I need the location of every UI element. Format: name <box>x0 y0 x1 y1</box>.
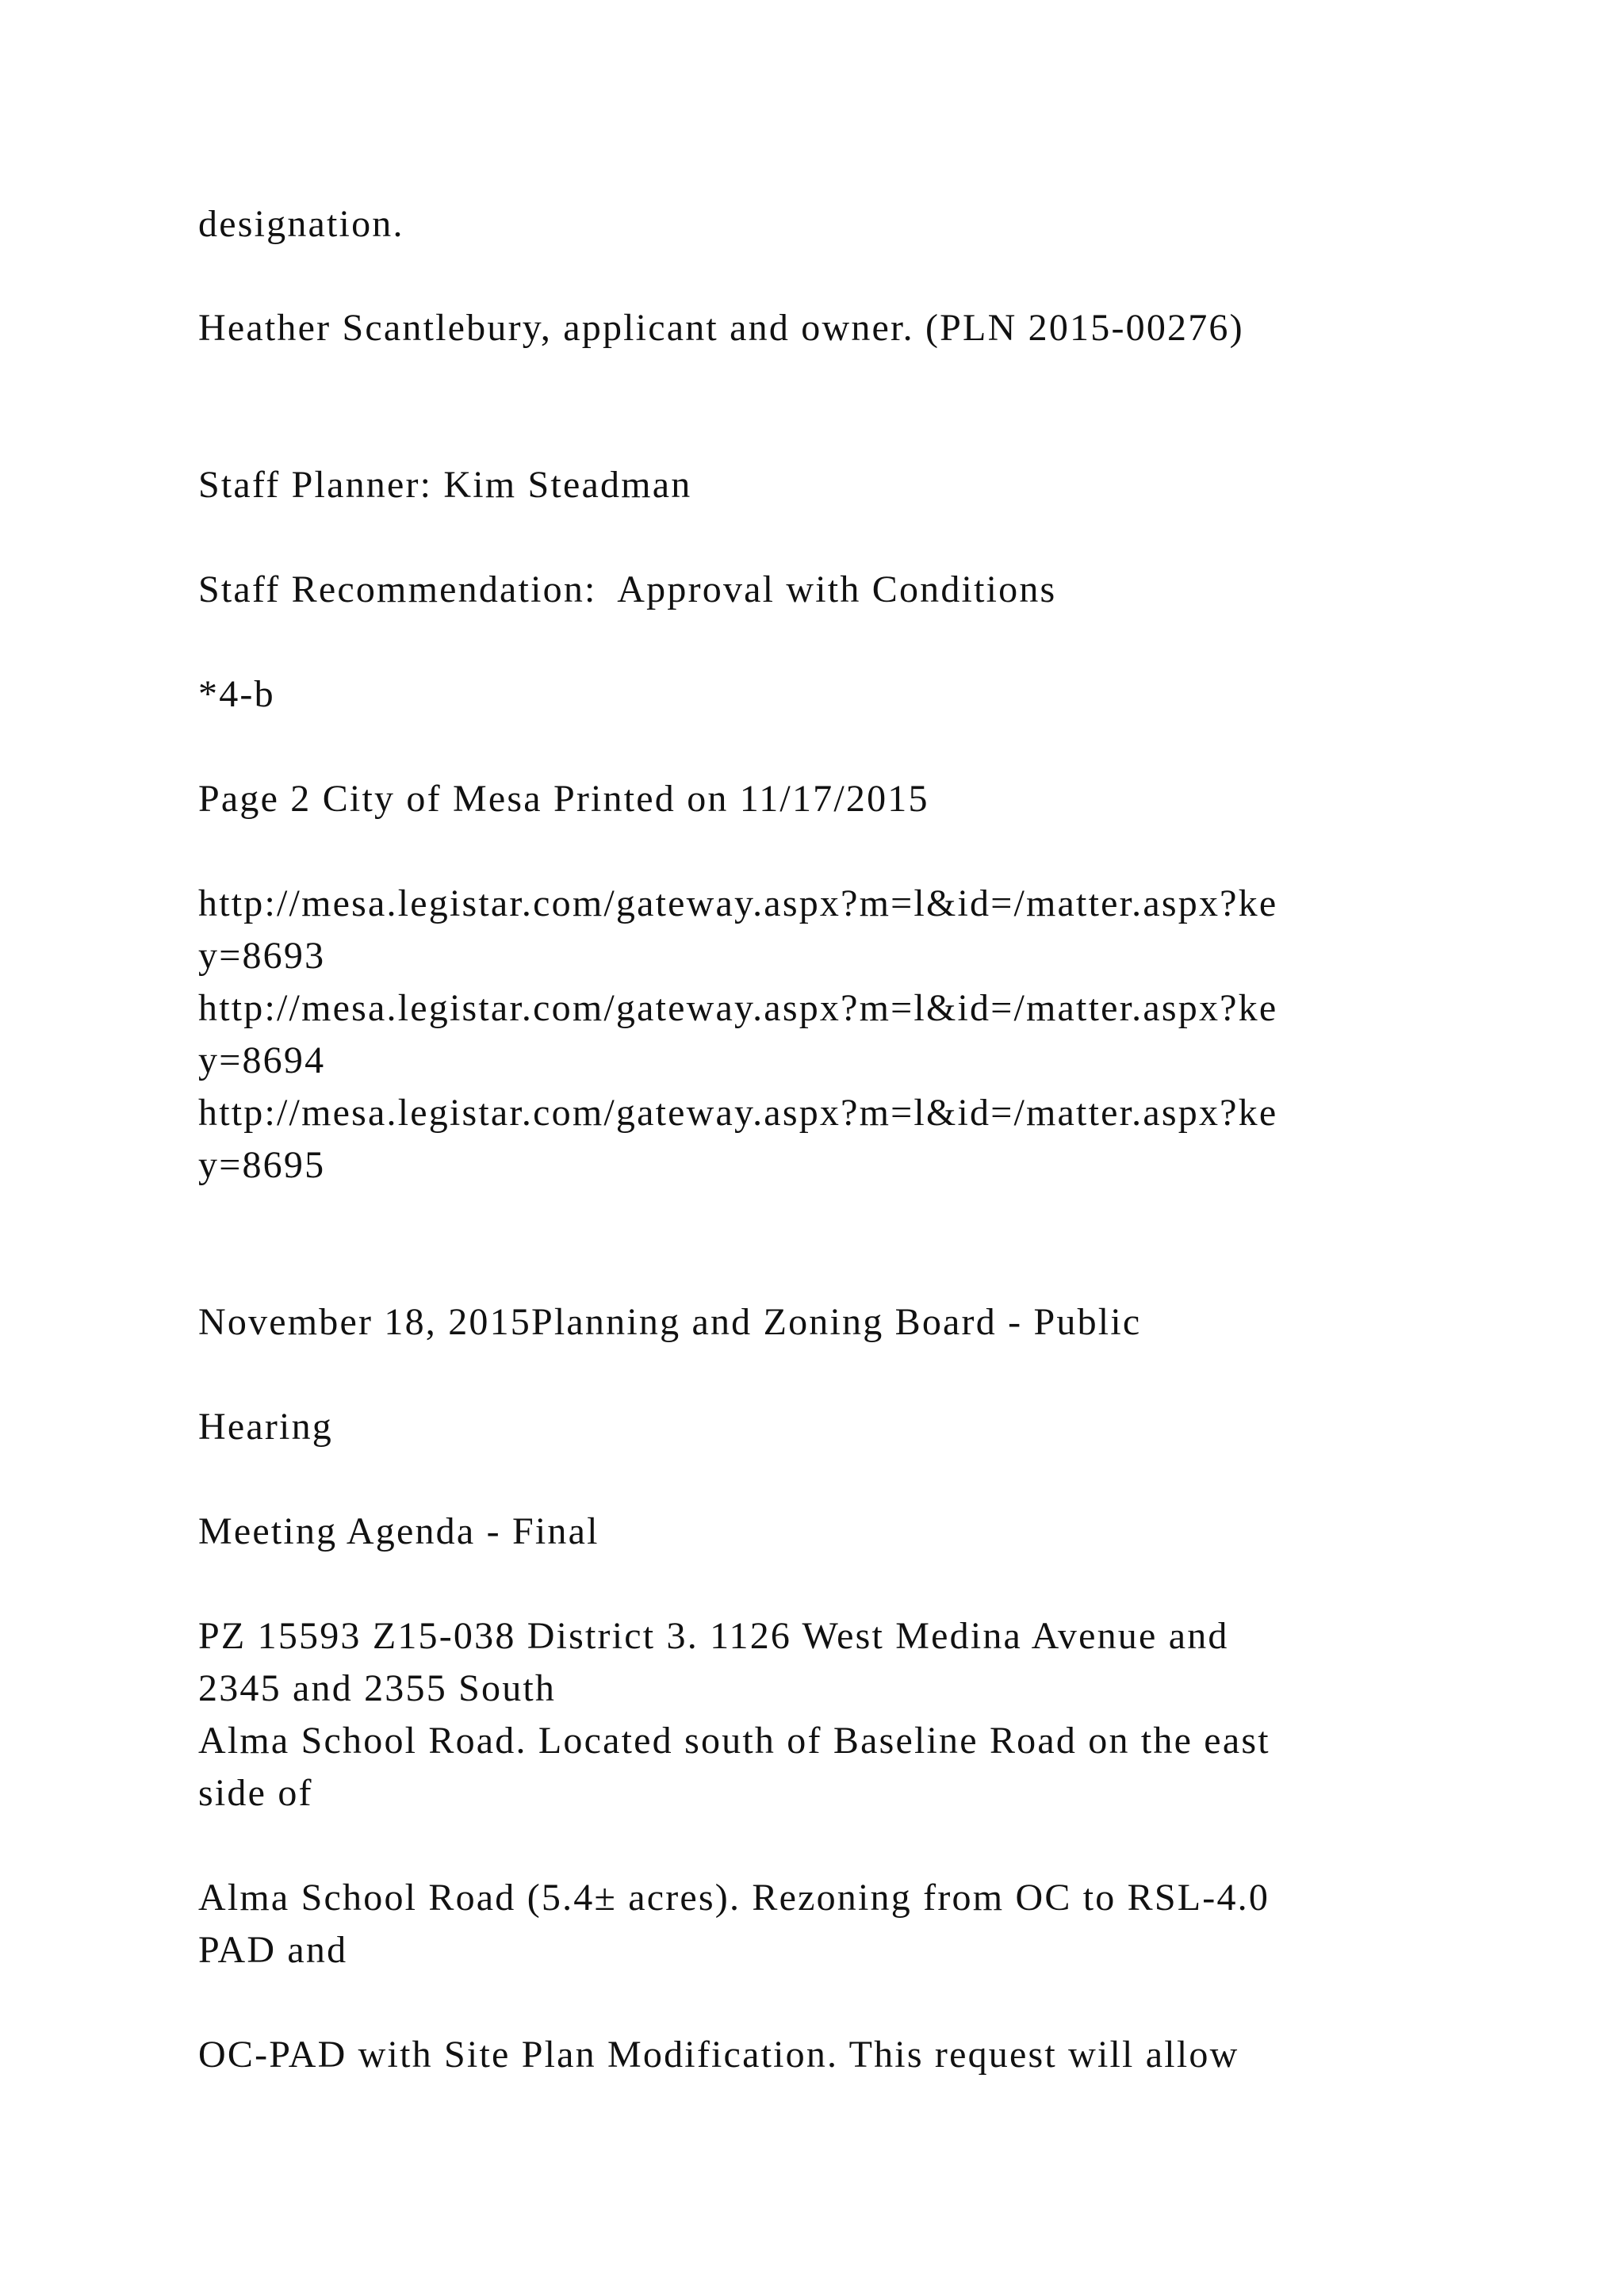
text-line: Page 2 City of Mesa Printed on 11/17/2015 <box>198 778 929 820</box>
text-line: Alma School Road (5.4± acres). Rezoning from OC to RSL-4.0 <box>198 1877 1270 1919</box>
link-line: y=8693 <box>198 935 326 977</box>
text-line: 2345 and 2355 South <box>198 1667 557 1709</box>
text-line: PAD and <box>198 1929 348 1971</box>
text-line: Meeting Agenda - Final <box>198 1510 599 1552</box>
text-line: Staff Planner: Kim Steadman <box>198 464 692 506</box>
link-line: http://mesa.legistar.com/gateway.aspx?m=l&id=/matter.aspx?ke <box>198 882 1278 924</box>
text-line: *4-b <box>198 673 275 715</box>
link-line: http://mesa.legistar.com/gateway.aspx?m=l&id=/matter.aspx?ke <box>198 1092 1278 1134</box>
link-line: y=8694 <box>198 1039 326 1081</box>
text-line: Staff Recommendation: Approval with Conditions <box>198 568 1057 610</box>
link-line: y=8695 <box>198 1144 326 1186</box>
text-line: OC-PAD with Site Plan Modification. This request will allow <box>198 2034 1239 2076</box>
link-line: http://mesa.legistar.com/gateway.aspx?m=l&id=/matter.aspx?ke <box>198 987 1278 1029</box>
text-line: November 18, 2015Planning and Zoning Board - Public <box>198 1301 1142 1343</box>
text-line: side of <box>198 1772 313 1814</box>
text-line: Heather Scantlebury, applicant and owner. (PLN 2015-00276) <box>198 307 1244 349</box>
text-line: Alma School Road. Located south of Baseline Road on the east <box>198 1720 1270 1762</box>
text-line: Hearing <box>198 1406 333 1448</box>
text-line: PZ 15593 Z15-038 District 3. 1126 West Medina Avenue and <box>198 1615 1229 1657</box>
text-line: designation. <box>198 203 404 245</box>
